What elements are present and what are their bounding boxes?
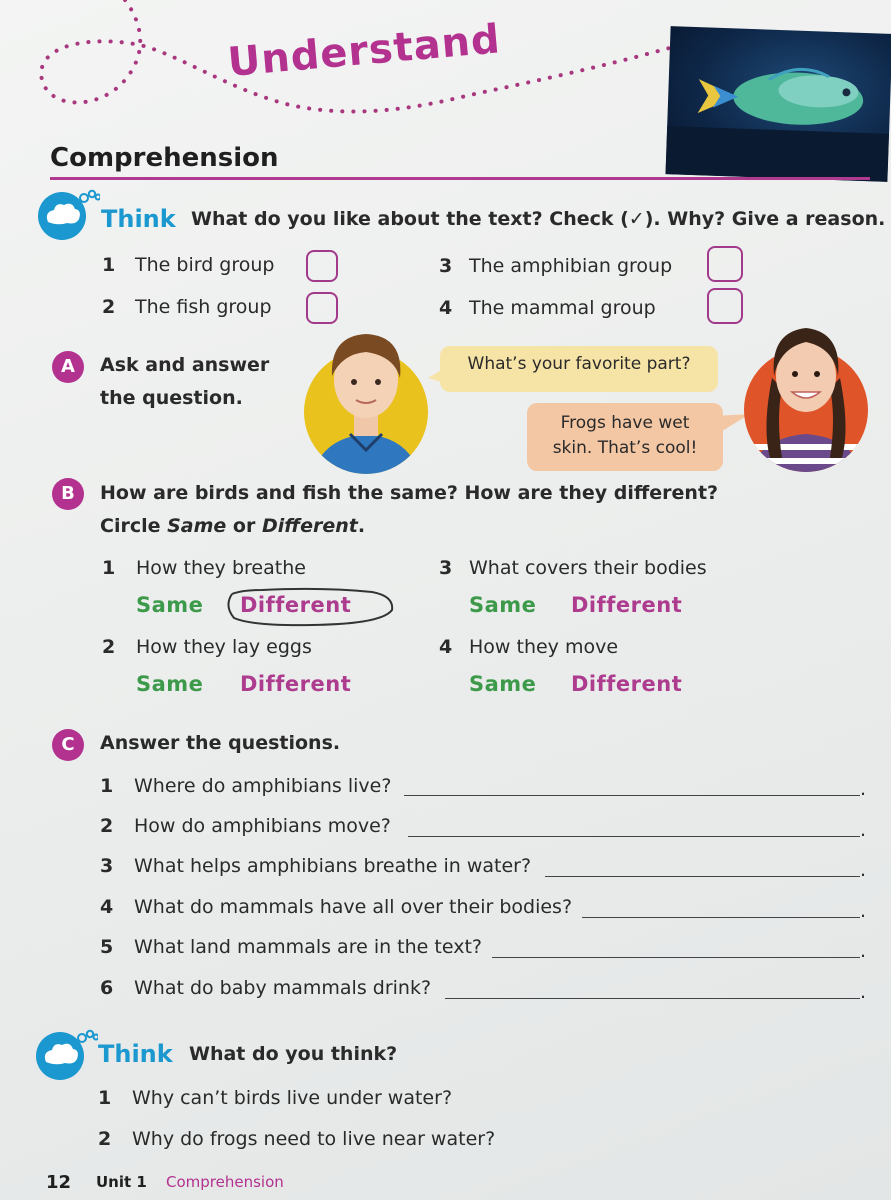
option-same[interactable]: Same [136,672,204,696]
think-cloud-icon [32,1028,98,1080]
checkbox-amphibian-group[interactable] [707,246,743,282]
item-number: 3 [439,557,453,579]
item-text: How they move [469,636,619,658]
item-number: 2 [102,296,116,318]
item-text: The fish group [135,296,272,318]
item-number: 5 [100,936,114,958]
line-end-period: . [860,900,867,922]
item-number: 4 [439,297,453,319]
think-cloud-icon [34,188,100,240]
answer-input-line[interactable] [492,957,860,958]
instruction-text: Circle [100,515,168,537]
section-divider [50,177,870,180]
item-text: How they breathe [136,557,306,579]
line-end-period: . [860,940,867,962]
fish-photo [665,26,891,182]
section-letter-badge: A [52,351,84,383]
item-text: The amphibian group [469,255,673,277]
think-question: What do you think? [189,1043,398,1065]
instruction-italic-different: Different [261,515,358,537]
item-text: What helps amphibians breathe in water? [134,855,532,877]
speech-bubble-question-text: What’s your favorite part? [467,354,691,374]
footer-section: Comprehension [166,1173,284,1191]
item-text: Where do amphibians live? [134,775,392,797]
option-different[interactable]: Different [240,672,352,696]
item-text: How do amphibians move? [134,815,391,837]
item-text: Why do frogs need to live near water? [132,1128,496,1150]
circled-answer-mark [222,586,396,628]
answer-input-line[interactable] [408,836,860,837]
line-end-period: . [860,819,867,841]
footer-unit: Unit 1 [96,1173,147,1191]
line-end-period: . [860,981,867,1003]
item-text: Why can’t birds live under water? [132,1087,453,1109]
answer-input-line[interactable] [545,876,860,877]
answer-input-line[interactable] [404,795,860,796]
part-a-instruction-line: the question. [100,387,243,409]
part-a-instruction-line: Ask and answer [100,354,270,376]
section-letter-badge: B [52,478,84,510]
item-number: 1 [102,254,116,276]
item-number: 3 [100,855,114,877]
part-b-instruction-line: How are birds and fish the same? How are they different? [100,482,719,504]
parrotfish-icon [665,26,891,182]
item-number: 4 [439,636,453,658]
part-b-instruction-line [100,510,718,543]
answer-input-line[interactable] [445,998,860,999]
item-text: The bird group [135,254,275,276]
instruction-text: or [226,515,262,537]
item-text: What covers their bodies [469,557,707,579]
boy-photo [302,326,432,476]
item-number: 2 [100,815,114,837]
speech-bubble-answer-line: skin. That’s cool! [552,438,698,458]
item-number: 2 [98,1128,112,1150]
part-b-instruction [100,477,718,543]
think-heading: Think [101,205,176,233]
girl-photo [742,318,872,474]
section-title: Comprehension [50,143,279,173]
option-same[interactable]: Same [469,593,537,617]
item-number: 1 [100,775,114,797]
option-different[interactable]: Different [571,672,683,696]
checkbox-mammal-group[interactable] [707,288,743,324]
instruction-text: . [357,515,366,537]
option-same[interactable]: Same [469,672,537,696]
part-a-instruction [100,349,269,415]
speech-bubble-answer [527,403,723,471]
item-text: What land mammals are in the text? [134,936,482,958]
section-letter-badge: C [52,729,84,761]
item-text: How they lay eggs [136,636,312,658]
part-c-instruction: Answer the questions. [100,732,341,754]
item-number: 6 [100,977,114,999]
item-number: 1 [102,557,116,579]
item-number: 3 [439,255,453,277]
item-number: 2 [102,636,116,658]
item-text: The mammal group [469,297,656,319]
option-different[interactable]: Different [571,593,683,617]
item-text: What do baby mammals drink? [134,977,432,999]
item-text: What do mammals have all over their bodies? [134,896,573,918]
checkbox-bird-group[interactable] [306,250,338,282]
think-question: What do you like about the text? Check (✓). Why? Give a reason. [191,208,886,230]
page-number: 12 [46,1172,72,1193]
page-title: Understand [225,16,503,86]
answer-input-line[interactable] [582,917,860,918]
speech-bubble-answer-line: Frogs have wet [560,413,690,433]
item-number: 4 [100,896,114,918]
item-number: 1 [98,1087,112,1109]
option-different-circled[interactable]: Different [240,593,352,617]
line-end-period: . [860,778,867,800]
option-same[interactable]: Same [136,593,204,617]
line-end-period: . [860,859,867,881]
checkbox-fish-group[interactable] [306,292,338,324]
speech-bubble-question [440,346,718,392]
instruction-italic-same: Same [167,515,227,537]
think-heading: Think [98,1040,173,1068]
